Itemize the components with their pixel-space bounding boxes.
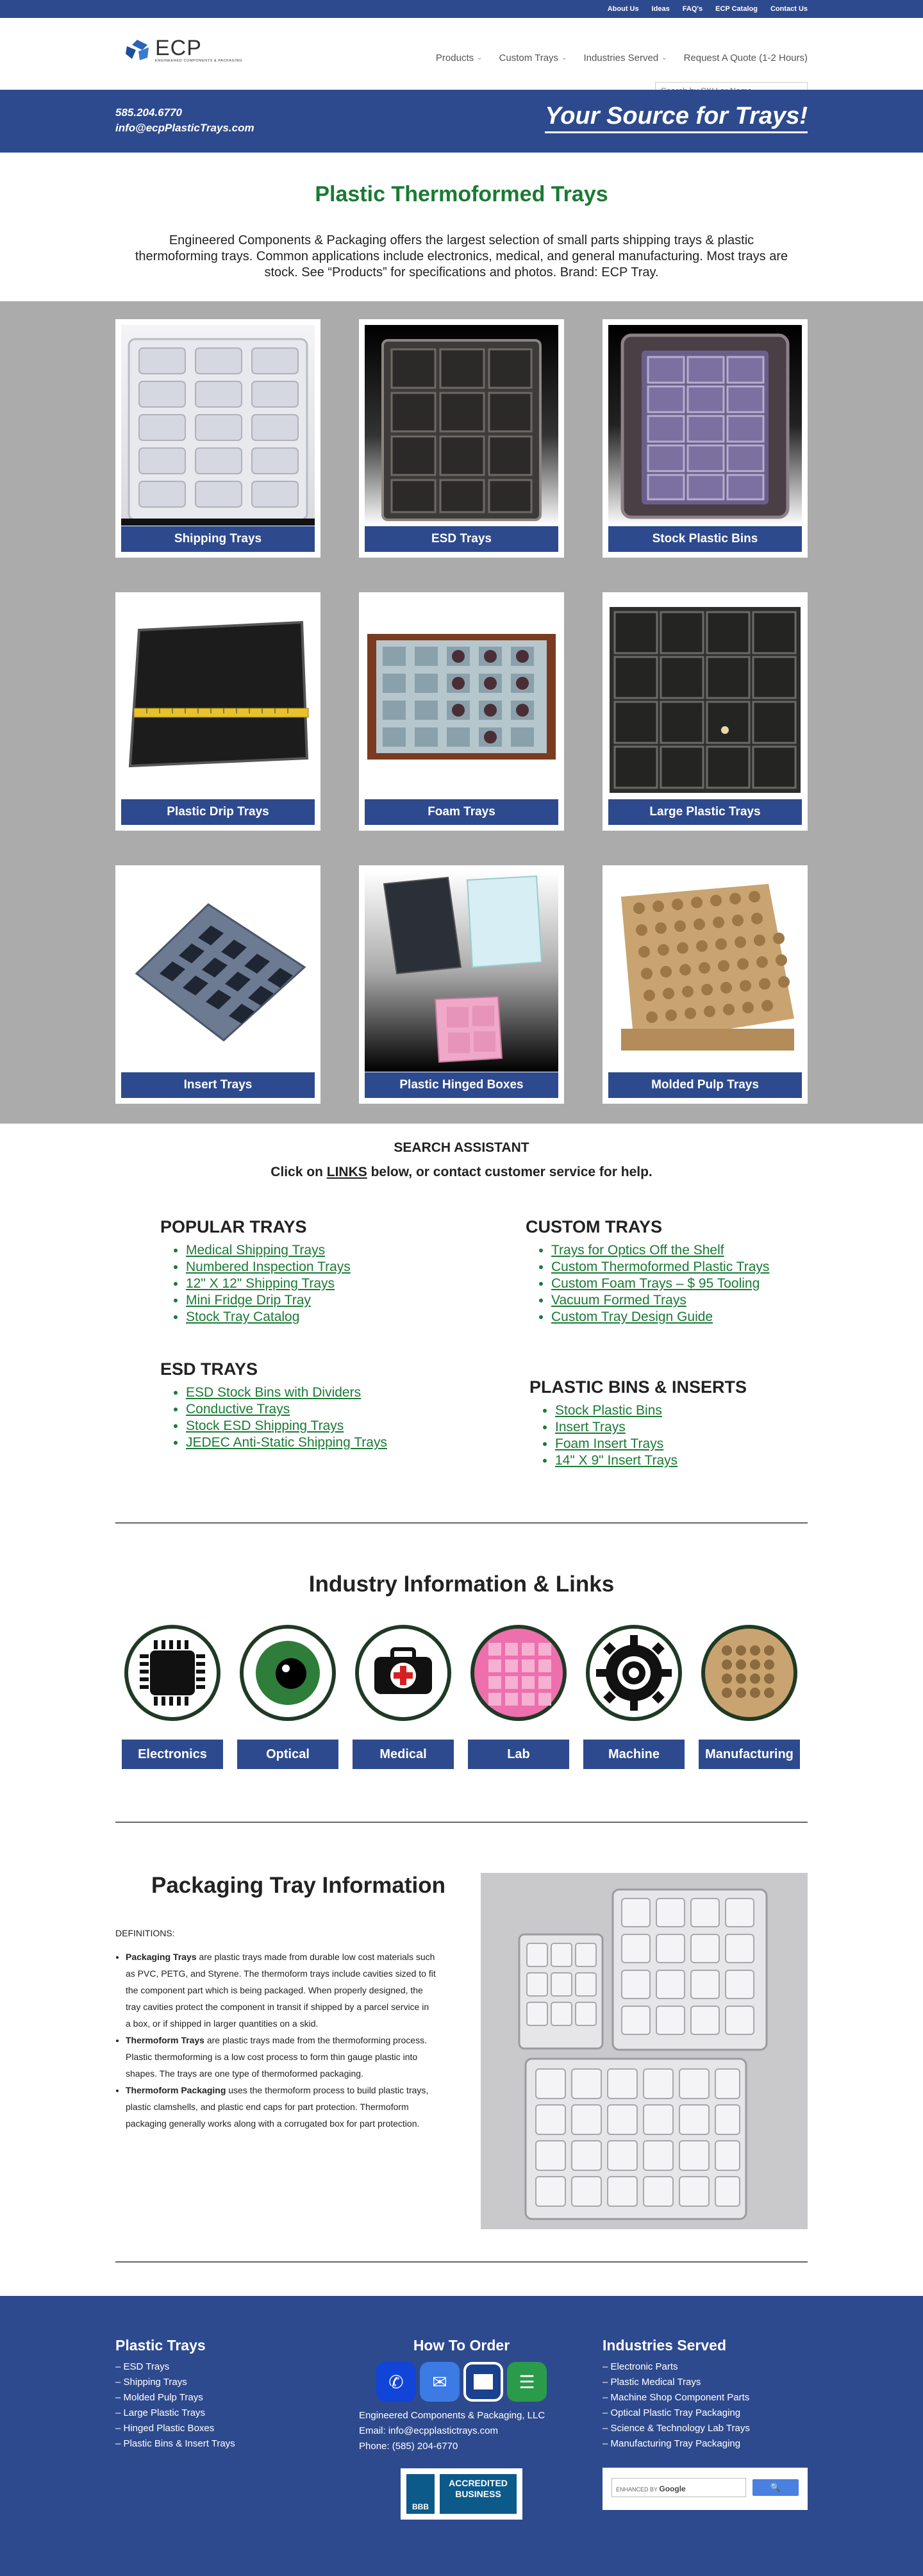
custom-link[interactable]: Custom Foam Trays – $ 95 Tooling: [551, 1276, 760, 1291]
drip-tray-image: [121, 598, 315, 799]
esd-link[interactable]: Stock ESD Shipping Trays: [186, 1418, 344, 1433]
industry-manufacturing-button[interactable]: Manufacturing: [699, 1740, 800, 1769]
popular-link[interactable]: Stock Tray Catalog: [186, 1309, 300, 1324]
footer-link[interactable]: – Optical Plastic Tray Packaging: [603, 2407, 741, 2418]
google-site-search: [603, 2468, 808, 2510]
popular-trays-group: [160, 1217, 351, 1325]
product-card-esd-trays[interactable]: [359, 319, 564, 558]
intro-section: [0, 153, 923, 301]
large-tray-image: [608, 598, 802, 799]
machine-gear-icon[interactable]: [586, 1625, 682, 1721]
footer-company: Engineered Components & Packaging, LLC: [359, 2410, 545, 2421]
divider: [115, 2261, 808, 2263]
nav-industries[interactable]: Industries Served ⌄: [583, 53, 667, 63]
logo-mark-icon: [124, 38, 150, 62]
popular-trays-heading: POPULAR TRAYS: [160, 1217, 307, 1236]
footer-link[interactable]: – Manufacturing Tray Packaging: [603, 2438, 741, 2449]
catalog-list-icon[interactable]: ☰: [507, 2362, 547, 2402]
logo-text: ECP: [155, 36, 202, 60]
footer-plastic-trays: [115, 2337, 235, 2452]
banner-phone[interactable]: 585.204.6770: [115, 106, 182, 119]
footer-link[interactable]: – Plastic Medical Trays: [603, 2377, 701, 2388]
banner-tagline: Your Source for Trays!: [545, 103, 808, 133]
popular-link[interactable]: Mini Fridge Drip Tray: [186, 1293, 311, 1308]
footer-link[interactable]: – Plastic Bins & Insert Trays: [115, 2438, 235, 2449]
footer-link[interactable]: – ESD Trays: [115, 2361, 170, 2372]
footer-plastic-trays-heading: Plastic Trays: [115, 2337, 206, 2354]
stock-bin-image: [608, 325, 802, 526]
footer-link[interactable]: – Machine Shop Component Parts: [603, 2392, 750, 2403]
nav-request-quote[interactable]: Request A Quote (1-2 Hours): [683, 53, 808, 63]
page-title: Plastic Thermoformed Trays: [315, 182, 608, 206]
industry-title: Industry Information & Links: [308, 1572, 615, 1597]
footer-link[interactable]: – Shipping Trays: [115, 2377, 187, 2388]
product-label: Plastic Drip Trays: [121, 799, 315, 825]
molded-pulp-image: [608, 871, 802, 1072]
web-form-icon[interactable]: [463, 2362, 503, 2402]
nav-products[interactable]: Products ⌄: [435, 53, 483, 63]
nav-custom-trays[interactable]: Custom Trays ⌄: [499, 53, 567, 63]
industry-machine-button[interactable]: Machine: [583, 1740, 685, 1769]
product-label: Foam Trays: [365, 799, 558, 825]
foam-tray-image: [365, 598, 558, 799]
site-footer: [0, 2296, 923, 2576]
esd-tray-image: [365, 325, 558, 526]
search-assistant: [0, 1124, 923, 1180]
product-label: Molded Pulp Trays: [608, 1072, 802, 1098]
footer-link[interactable]: – Electronic Parts: [603, 2361, 678, 2372]
medical-kit-icon[interactable]: [355, 1625, 451, 1721]
divider: [115, 1822, 808, 1823]
bbb-logo: BBB: [406, 2474, 435, 2514]
definition-item: • Thermoform Trays are plastic trays made from the thermoforming process. Plastic thermoforming is a low cost process to form thin gauge plastic into shapes. The trays are one type of thermoformed packaging.: [126, 2032, 436, 2082]
product-card-large-plastic-trays[interactable]: [603, 592, 808, 831]
chevron-down-icon: ⌄: [661, 54, 667, 62]
bins-link[interactable]: Insert Trays: [555, 1420, 626, 1434]
footer-phone[interactable]: Phone: (585) 204-6770: [359, 2441, 458, 2452]
google-search-input[interactable]: ENHANCED BY Google: [611, 2478, 746, 2497]
industry-medical-button[interactable]: Medical: [353, 1740, 454, 1769]
top-link-ideas[interactable]: Ideas: [651, 5, 670, 13]
shipping-tray-image: [121, 325, 315, 526]
esd-trays-group: [160, 1359, 387, 1451]
custom-trays-group: [526, 1217, 769, 1325]
product-label: ESD Trays: [365, 526, 558, 552]
product-card-plastic-drip-trays[interactable]: [115, 592, 320, 831]
popular-link[interactable]: 12" X 12" Shipping Trays: [186, 1276, 335, 1291]
esd-link[interactable]: Conductive Trays: [186, 1402, 290, 1417]
plastic-bins-heading: PLASTIC BINS & INSERTS: [529, 1377, 747, 1397]
bbb-text: ACCREDITED BUSINESS: [440, 2474, 517, 2514]
product-label: Shipping Trays: [121, 526, 315, 552]
top-utility-bar: [0, 0, 923, 18]
contact-banner: [0, 90, 923, 153]
packaging-info-title: Packaging Tray Information: [151, 1873, 445, 1898]
search-assistant-title: SEARCH ASSISTANT: [394, 1140, 529, 1155]
industry-optical-button[interactable]: Optical: [237, 1740, 338, 1769]
esd-link[interactable]: ESD Stock Bins with Dividers: [186, 1385, 362, 1400]
electronics-chip-icon[interactable]: [124, 1625, 220, 1721]
custom-link[interactable]: Trays for Optics Off the Shelf: [551, 1243, 724, 1258]
insert-tray-image: [121, 871, 315, 1072]
search-icon: 🔍: [770, 2482, 781, 2492]
google-search-button[interactable]: [753, 2479, 799, 2496]
plastic-bins-group: [529, 1377, 747, 1469]
industry-lab-button[interactable]: Lab: [468, 1740, 569, 1769]
bins-link[interactable]: Stock Plastic Bins: [555, 1403, 662, 1418]
top-link-about[interactable]: About Us: [607, 5, 639, 13]
product-label: Stock Plastic Bins: [608, 526, 802, 552]
product-card-stock-plastic-bins[interactable]: [603, 319, 808, 558]
site-header: [0, 18, 923, 90]
product-label: Insert Trays: [121, 1072, 315, 1098]
definition-item: • Packaging Trays are plastic trays made from durable low cost materials such as PVC, PETG, and Styrene. The thermoform trays include cavities sized to fit the component part which is being packaged. When properly designed, the tray cavities protect the component in transit if shipped by a parcel service in a box, or if shipped in larger quantities on a skid.: [126, 1949, 436, 2032]
site-logo[interactable]: [124, 37, 242, 63]
phone-icon[interactable]: ✆: [376, 2362, 416, 2402]
product-grid: [0, 301, 923, 1124]
top-link-faqs[interactable]: FAQ's: [682, 5, 703, 13]
popular-link[interactable]: Numbered Inspection Trays: [186, 1259, 351, 1274]
chevron-down-icon: ⌄: [561, 54, 567, 62]
top-link-contact[interactable]: Contact Us: [770, 5, 808, 13]
lab-tray-icon[interactable]: [470, 1625, 567, 1721]
footer-link[interactable]: – Science & Technology Lab Trays: [603, 2423, 750, 2434]
esd-trays-heading: ESD TRAYS: [160, 1359, 258, 1379]
custom-link[interactable]: Custom Thermoformed Plastic Trays: [551, 1259, 770, 1274]
product-card-insert-trays[interactable]: [115, 865, 320, 1104]
banner-email[interactable]: info@ecpPlasticTrays.com: [115, 122, 254, 134]
esd-link[interactable]: JEDEC Anti-Static Shipping Trays: [186, 1435, 387, 1450]
bbb-accredited-badge[interactable]: [401, 2468, 522, 2520]
definition-item: • Thermoform Packaging uses the thermoform process to build plastic trays, plastic clamshells, and plastic end caps for part protection. Thermoform packaging generally works along with a corrugated box for part protection.: [126, 2082, 436, 2132]
footer-how-to-order: [359, 2337, 564, 2520]
footer-link[interactable]: – Hinged Plastic Boxes: [115, 2423, 215, 2434]
optical-eye-icon[interactable]: [240, 1625, 336, 1721]
industry-electronics-button[interactable]: Electronics: [122, 1740, 223, 1769]
footer-email[interactable]: Email: info@ecpplastictrays.com: [359, 2425, 498, 2436]
divider: [115, 1522, 808, 1524]
logo-subtitle: ENGINEERED COMPONENTS & PACKAGING: [155, 59, 243, 63]
popular-link[interactable]: Medical Shipping Trays: [186, 1243, 326, 1258]
product-card-plastic-hinged-boxes[interactable]: [359, 865, 564, 1104]
footer-link[interactable]: – Molded Pulp Trays: [115, 2392, 203, 2403]
product-card-molded-pulp-trays[interactable]: [603, 865, 808, 1104]
hinged-box-image: [365, 871, 558, 1072]
footer-link[interactable]: – Large Plastic Trays: [115, 2407, 206, 2418]
bins-link[interactable]: Foam Insert Trays: [555, 1436, 664, 1451]
clear-trays-photo: [481, 1873, 808, 2229]
custom-trays-heading: CUSTOM TRAYS: [526, 1217, 663, 1236]
bins-link[interactable]: 14" X 9" Insert Trays: [555, 1453, 678, 1468]
email-icon[interactable]: ✉: [420, 2362, 460, 2402]
link-groups: [0, 1180, 923, 1539]
custom-link[interactable]: Vacuum Formed Trays: [551, 1293, 686, 1308]
product-card-shipping-trays[interactable]: [115, 319, 320, 558]
manufacturing-pulp-icon[interactable]: [701, 1625, 797, 1721]
intro-text: Engineered Components & Packaging offers the largest selection of small parts shipping trays & plastic thermoforming trays. Common applications include electronics, medical, and general manufacturing. Most trays are stock. See “Products” for specifications and photos. Brand: ECP Tray.: [135, 233, 788, 279]
chevron-down-icon: ⌄: [477, 54, 483, 62]
search-assistant-text: Click on LINKS below, or contact customer service for help.: [270, 1165, 653, 1179]
product-label: Large Plastic Trays: [608, 799, 802, 825]
links-word: LINKS: [326, 1165, 367, 1179]
custom-link[interactable]: Custom Tray Design Guide: [551, 1309, 713, 1324]
product-card-foam-trays[interactable]: [359, 592, 564, 831]
top-link-catalog[interactable]: ECP Catalog: [715, 5, 758, 13]
footer-industries: [603, 2337, 750, 2452]
main-nav: [436, 53, 808, 63]
footer-industries-heading: Industries Served: [603, 2337, 727, 2354]
definitions-label: DEFINITIONS:: [115, 1928, 175, 1938]
product-label: Plastic Hinged Boxes: [365, 1072, 558, 1098]
footer-how-to-order-heading: How To Order: [413, 2337, 510, 2354]
definitions-list: [115, 1949, 436, 2132]
